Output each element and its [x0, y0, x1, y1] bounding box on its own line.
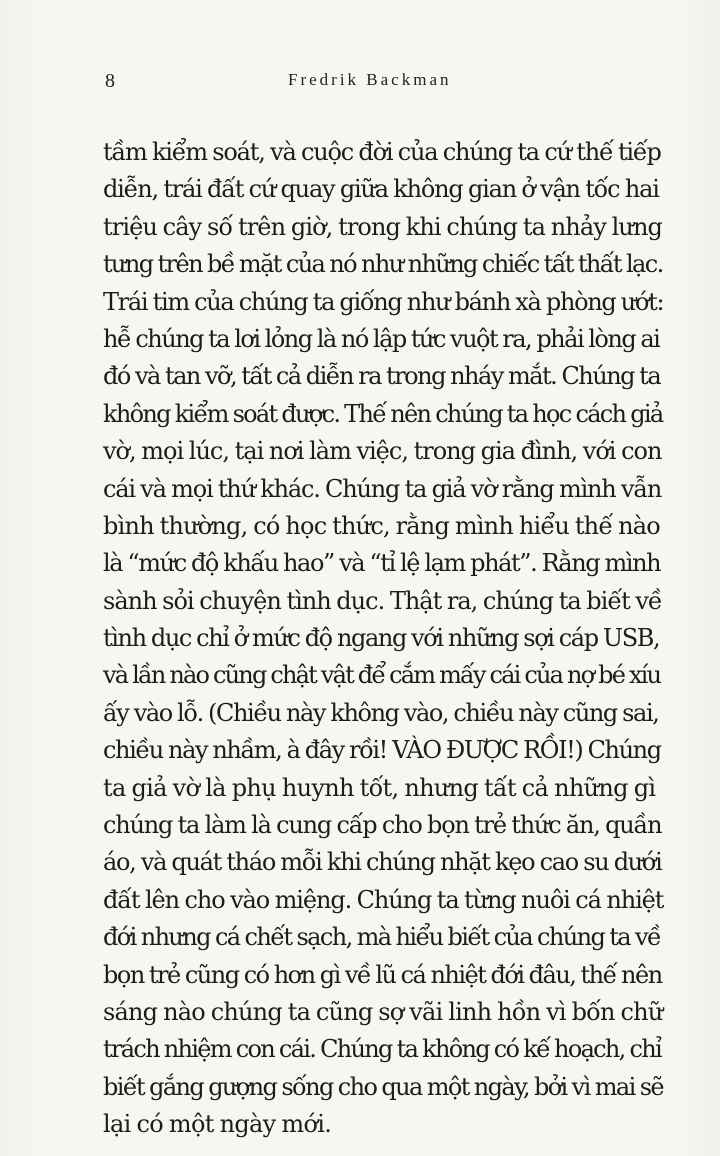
running-head-author: Fredrik Backman: [288, 70, 452, 89]
text-line: và lần nào cũng chật vật để cắm mấy cái của nợ bé xíu: [103, 661, 661, 690]
text-line: ta giả vờ là phụ huynh tốt, nhưng tất cả những gì: [103, 773, 656, 802]
body-text: [103, 134, 663, 1144]
text-line: áo, và quát tháo mỗi khi chúng nhặt kẹo cao su dưới: [103, 848, 662, 877]
text-line: Trái tim của chúng ta giống như bánh xà phòng ướt:: [103, 287, 664, 316]
text-line: đó và tan vỡ, tất cả diễn ra trong nháy mắt. Chúng ta: [103, 362, 661, 391]
text-line: sáng nào chúng ta cũng sợ vãi linh hồn vì bốn chữ: [103, 997, 663, 1026]
text-line: tầm kiểm soát, và cuộc đời của chúng ta cứ thế tiếp: [103, 138, 661, 166]
text-line: triệu cây số trên giờ, trong khi chúng ta nhảy lưng: [103, 212, 662, 241]
text-line: sành sỏi chuyện tình dục. Thật ra, chúng ta biết về: [103, 586, 662, 615]
text-line: chúng ta làm là cung cấp cho bọn trẻ thức ăn, quần: [103, 811, 662, 840]
text-line: vờ, mọi lúc, tại nơi làm việc, trong gia đình, với con: [103, 437, 662, 466]
text-line: ấy vào lỗ. (Chiều này không vào, chiều này cũng sai,: [103, 698, 659, 727]
text-line: bình thường, có học thức, rằng mình hiểu thế nào: [103, 511, 660, 540]
text-line: trách nhiệm con cái. Chúng ta không có kế hoạch, chỉ: [103, 1035, 662, 1064]
text-line: chiều này nhầm, à đây rồi! VÀO ĐƯỢC RỒI!) Chúng: [103, 736, 661, 765]
text-line: cái và mọi thứ khác. Chúng ta giả vờ rằng mình vẫn: [103, 474, 662, 503]
text-line: tình dục chỉ ở mức độ ngang với những sợi cáp USB,: [103, 624, 660, 653]
text-line: biết gắng gượng sống cho qua một ngày, bởi vì mai sẽ: [103, 1072, 664, 1101]
text-line: diễn, trái đất cứ quay giữa không gian ở vận tốc hai: [103, 175, 659, 204]
text-line: đất lên cho vào miệng. Chúng ta từng nuôi cá nhiệt: [103, 885, 664, 914]
page-number: 8: [105, 70, 115, 92]
text-line: bọn trẻ cũng có hơn gì về lũ cá nhiệt đới đâu, thế nên: [103, 960, 662, 989]
page-header: [105, 70, 720, 100]
text-line: không kiểm soát được. Thế nên chúng ta học cách giả: [103, 399, 663, 428]
text-line: đới nhưng cá chết sạch, mà hiểu biết của chúng ta về: [103, 923, 661, 952]
text-line: hễ chúng ta lơi lỏng là nó lập tức vuột ra, phải lòng ai: [103, 324, 660, 353]
text-line: tưng trên bề mặt của nó như những chiếc tất thất lạc.: [103, 250, 663, 279]
text-line: lại có một ngày mới.: [103, 1110, 332, 1139]
text-line: là “mức độ khấu hao” và “tỉ lệ lạm phát”. Rằng mình: [103, 549, 661, 578]
